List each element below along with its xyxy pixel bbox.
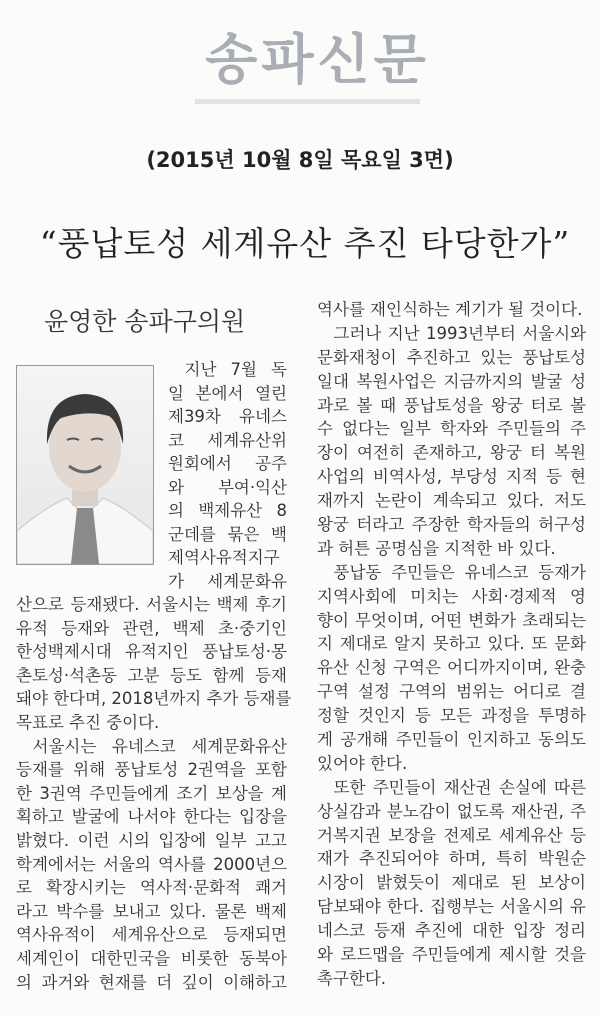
text-line: 지난 7월 독 — [184, 360, 287, 379]
text-line: 역사를 재인식하는 계기가 될 것이다. — [317, 300, 583, 319]
text-line: 거복지권 보장을 전제로 세계유산 등 — [317, 825, 586, 845]
text-line: 원회에서 공주 — [168, 454, 287, 473]
text-line: 상실감과 분노감이 없도록 재산권, 주 — [317, 801, 586, 821]
text-line: 의 과거와 현재를 더 깊이 이해하고 — [16, 972, 287, 992]
text-line: 촉구한다. — [317, 968, 387, 988]
text-line: 제역사유적지구 — [168, 548, 280, 567]
text-line: 그러나 지난 1993년부터 서울시와 — [333, 323, 586, 343]
paragraph — [168, 358, 287, 593]
text-line: 네스코 등재 추진에 대한 입장 정리 — [317, 921, 586, 941]
paragraph — [317, 322, 586, 561]
text-line: 군데를 묶은 백 — [168, 524, 287, 544]
text-line: 돼야 한다며, 2018년까지 추가 등재를 — [16, 689, 292, 709]
text-line: 라고 박수를 보내고 있다. 물론 백제 — [16, 901, 287, 921]
text-line: 재가 추진되어야 하며, 특히 박원순 — [317, 849, 586, 869]
text-line: 담보돼야 한다. 집행부는 서울시의 유 — [317, 897, 586, 917]
text-line: 문화재청이 추진하고 있는 풍납토성 — [317, 347, 586, 367]
text-line: 한성백제시대 유적지인 풍납토성·몽 — [16, 642, 287, 662]
text-line: 일대 복원사업은 지금까지의 발굴 성 — [317, 371, 586, 391]
byline: 윤영한 송파구의원 — [44, 307, 246, 336]
text-line: 서울시는 유네스코 세계문화유산 — [32, 736, 287, 756]
paragraph — [16, 735, 287, 995]
text-line: 재까지 논란이 계속되고 있다. 저도 — [317, 491, 586, 511]
text-line: 있어야 한다. — [317, 753, 408, 773]
portrait-image — [17, 366, 153, 564]
text-line: 산으로 등재됐다. 서울시는 백제 후기 — [16, 595, 287, 614]
paragraph — [16, 593, 292, 735]
text-line: 사업의 비역사성, 부당성 지적 등 현 — [317, 467, 586, 487]
text-line: 와 부여·익산 — [168, 477, 287, 497]
text-line: 획하고 발굴에 나서야 한다는 입장을 — [16, 807, 287, 827]
text-line: 풍납동 주민들은 유네스코 등재가 — [333, 562, 586, 582]
logo-underline — [195, 99, 420, 104]
paragraph — [317, 561, 586, 776]
paragraph — [317, 298, 586, 322]
text-line: 구역 설정 구역의 범위는 어디로 결 — [317, 682, 586, 702]
text-line: 가 세계문화유 — [168, 571, 287, 591]
text-line: 촌토성·석촌동 고분 등도 함께 등재 — [16, 665, 287, 685]
text-line: 유적 등재와 관련, 백제 초·중기인 — [16, 618, 287, 638]
text-line: 등재를 위해 풍납토성 2권역을 포함 — [16, 760, 287, 780]
text-line: 게 공개해 주민들이 인지하고 동의도 — [317, 730, 586, 750]
author-photo — [16, 365, 154, 565]
publication-date: (2015년 10월 8일 목요일 3면) — [146, 148, 454, 172]
text-line: 로 확장시키는 역사적·문화적 쾌거 — [16, 878, 287, 898]
paragraph — [317, 776, 586, 991]
text-line: 지역사회에 미치는 사회·경제적 영 — [317, 586, 586, 606]
left-column-beside-photo — [168, 358, 287, 593]
text-line: 밝혔다. 이런 시의 입장에 일부 고고 — [16, 830, 287, 850]
text-line: 제39차 유네스 — [168, 407, 287, 426]
text-line: 시장이 밝혔듯이 제대로 된 보상이 — [317, 873, 586, 893]
text-line: 목표로 추진 중이다. — [16, 712, 160, 732]
text-line: 와 로드맵을 주민들에게 제시할 것을 — [317, 945, 586, 965]
text-line: 수 없다는 일부 학자와 주민들의 주 — [317, 419, 586, 439]
text-line: 장이 여전히 존재하고, 왕궁 터 복원 — [317, 443, 586, 463]
text-line: 역사유적이 세계유산으로 등재되면 — [16, 925, 287, 945]
text-line: 일 본에서 열린 — [168, 383, 287, 403]
left-column — [16, 593, 292, 994]
text-line: 유산 신청 구역은 어디까지이며, 완충 — [317, 658, 586, 678]
text-line: 또한 주민들이 재산권 손실에 따른 — [333, 777, 586, 797]
text-line: 학계에서는 서울의 역사를 2000년으 — [16, 854, 287, 874]
text-line: 코 세계유산위 — [168, 430, 287, 450]
text-line: 과 허튼 공명심을 지적한 바 있다. — [317, 538, 556, 558]
text-line: 지 제대로 알지 못하고 있다. 또 문화 — [317, 634, 586, 654]
newspaper-logo: 송파신문 — [205, 28, 430, 91]
text-line: 과로 볼 때 풍납토성을 왕궁 터로 볼 — [317, 395, 586, 415]
text-line: 한 3권역 주민들에게 조기 보상을 계 — [16, 783, 287, 803]
text-line: 정할 것인지 등 모든 과정을 투명하 — [317, 706, 586, 726]
right-column — [317, 298, 586, 991]
text-line: 의 백제유산 8 — [168, 501, 287, 520]
headline: “풍납토성 세계유산 추진 타당한가” — [39, 224, 571, 263]
text-line: 왕궁 터라고 주장한 학자들의 허구성 — [317, 515, 586, 535]
text-line: 향이 무엇이며, 어떤 변화가 초래되는 — [317, 610, 586, 630]
text-line: 세계인이 대한민국을 비롯한 동북아 — [16, 948, 287, 968]
